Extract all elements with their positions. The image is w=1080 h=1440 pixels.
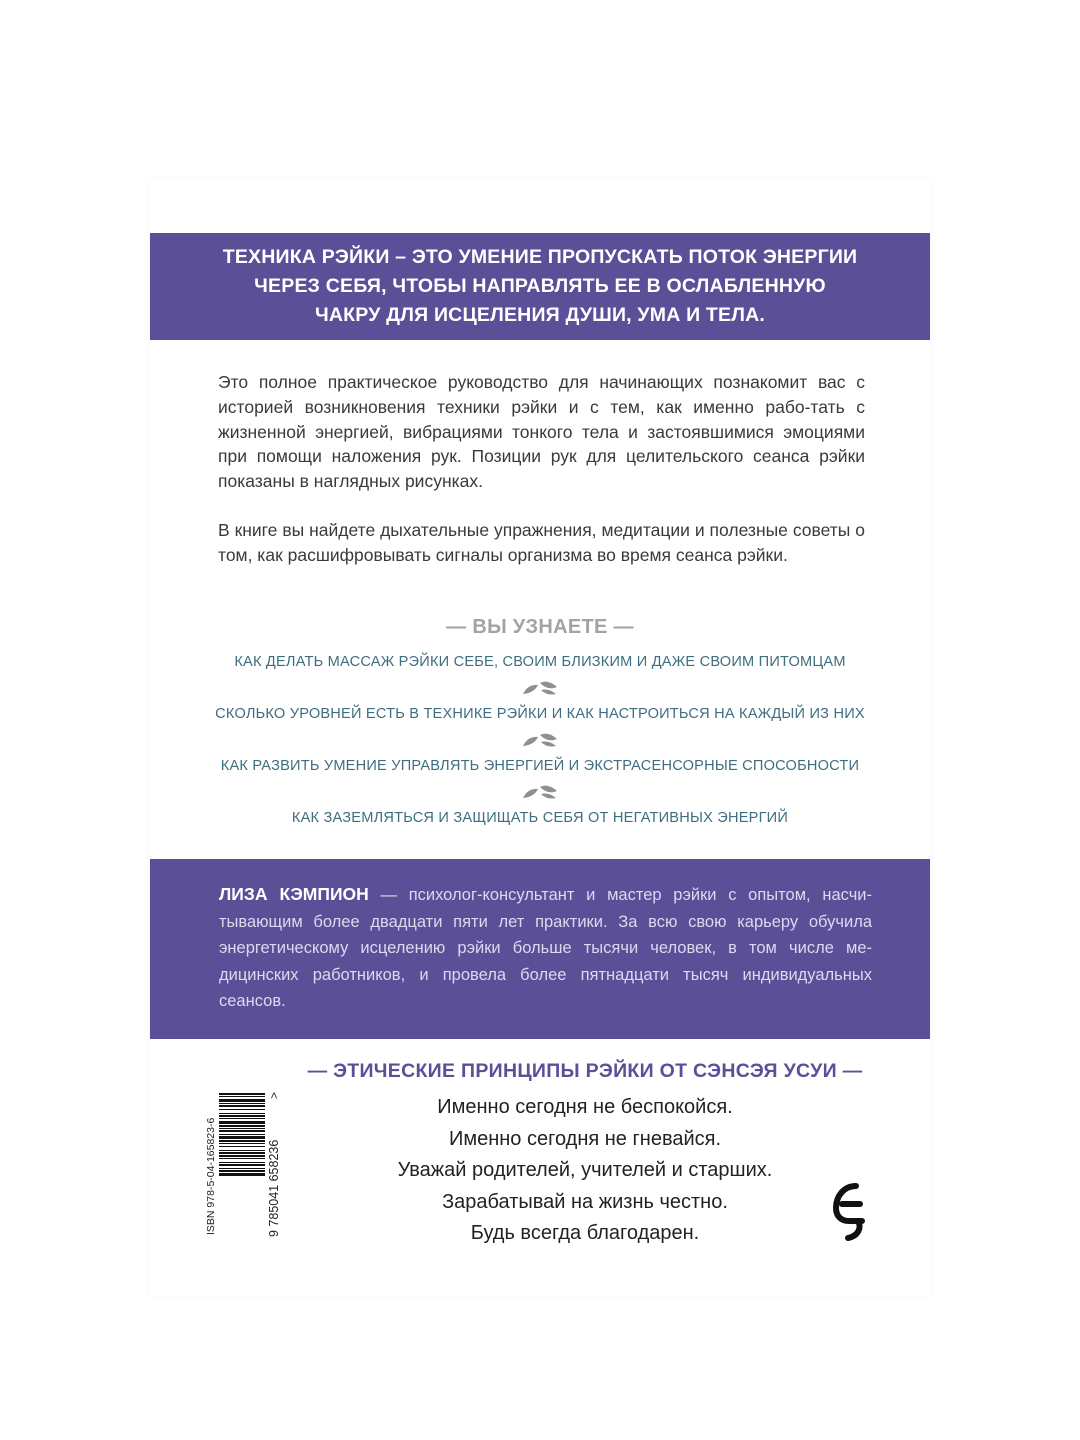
barcode-bar <box>219 1173 265 1176</box>
learn-item: КАК ЗАЗЕМЛЯТЬСЯ И ЗАЩИЩАТЬ СЕБЯ ОТ НЕГАТИВНЫХ ЭНЕРГИЙ <box>291 810 789 826</box>
barcode-bar <box>219 1113 265 1114</box>
intro-text <box>218 370 865 568</box>
tagline: ТЕХНИКА РЭЙКИ – ЭТО УМЕНИЕ ПРОПУСКАТЬ ПОТОК ЭНЕРГИИ ЧЕРЕЗ СЕБЯ, ЧТОБЫ НАПРАВЛЯТЬ ЕЕ В ОСЛАБЛЕННУЮ ЧАКРУ ДЛЯ ИСЦЕЛЕНИЯ ДУШИ, УМА И ТЕЛА. <box>222 246 858 326</box>
barcode-bar <box>219 1096 265 1097</box>
principle-line: Уважай родителей, учителей и старших. <box>397 1159 773 1181</box>
learn-item: КАК РАЗВИТЬ УМЕНИЕ УПРАВЛЯТЬ ЭНЕРГИЕЙ И ЭКСТРАСЕНСОРНЫЕ СПОСОБНОСТИ <box>220 758 860 774</box>
intro-paragraph-2: В книге вы найдете дыхательные упражнения, медитации и полезные советы о том, как расшифровывать сигналы организма во время сеанса рэйки. <box>218 519 865 565</box>
barcode-bar <box>219 1150 265 1151</box>
barcode-bar <box>219 1115 265 1117</box>
intro-paragraph-1: Это полное практическое руководство для начинающих познакомит вас с историей возникновения техники рэйки и с тем, как именно рабо-тать с жизненной энергией, вибрациями тонкого тела и застоявшимися эмоциями при помощи наложения рук. Позиции рук для целительского сеанса рэйки показаны в наглядных рисунках. <box>218 372 865 492</box>
leaf-separator-icon <box>150 725 930 755</box>
tagline-band <box>150 233 930 340</box>
principle-line: Именно сегодня не гневайся. <box>448 1127 722 1150</box>
barcode-bar <box>219 1093 265 1095</box>
barcode-arrow: > <box>267 1091 281 1099</box>
isbn-text: ISBN 978-5-04-165823-6 <box>205 1117 217 1235</box>
barcode-bar <box>219 1162 265 1163</box>
learn-list <box>150 651 930 829</box>
principles-list <box>300 1092 870 1250</box>
author-band <box>150 859 930 1039</box>
barcode-bar <box>219 1170 265 1172</box>
barcode-bar <box>219 1143 265 1144</box>
principles-heading: — ЭТИЧЕСКИЕ ПРИНЦИПЫ РЭЙКИ ОТ СЭНСЭЯ УСУИ — <box>307 1060 863 1082</box>
barcode-bar <box>219 1136 265 1139</box>
barcode-bar <box>219 1158 265 1159</box>
barcode-bar <box>219 1103 265 1104</box>
author-bio: — психолог-консультант и мастер рэйки с опытом, насчи-тывающим более двадцати пяти лет практики. За всю свою карьеру обучила энергетическому исцелению рэйки больше тысячи человек, в том числе ме-дицинских работников, и провела более пятнадцати тысяч индивидуальных сеансов. <box>219 886 872 1010</box>
barcode-bar <box>219 1140 265 1142</box>
author-name: ЛИЗА КЭМПИОН <box>219 884 369 904</box>
barcode-bar <box>219 1105 265 1107</box>
barcode-bar <box>219 1130 265 1132</box>
learn-item: СКОЛЬКО УРОВНЕЙ ЕСТЬ В ТЕХНИКЕ РЭЙКИ И КАК НАСТРОИТЬСЯ НА КАЖДЫЙ ИЗ НИХ <box>215 706 865 722</box>
barcode-bar <box>219 1125 265 1127</box>
learn-item: КАК ДЕЛАТЬ МАССАЖ РЭЙКИ СЕБЕ, СВОИМ БЛИЗКИМ И ДАЖЕ СВОИМ ПИТОМЦАМ <box>234 654 846 670</box>
barcode-bar <box>219 1118 265 1119</box>
book-back-cover <box>150 180 930 1296</box>
barcode-bar <box>219 1099 265 1102</box>
barcode-bar <box>219 1146 265 1147</box>
principle-line: Зарабатывай на жизнь честно. <box>442 1190 728 1213</box>
author-bio-block <box>219 881 872 1015</box>
barcode-bar <box>219 1121 265 1124</box>
leaf-separator-icon <box>150 777 930 807</box>
barcode-bar <box>219 1152 265 1154</box>
leaf-separator-icon <box>150 673 930 703</box>
principle-line: Именно сегодня не беспокойся. <box>437 1096 733 1118</box>
barcode-bar <box>219 1128 265 1129</box>
barcode-digits: 9 785041 658236 <box>267 1139 281 1237</box>
barcode-bars <box>219 1093 265 1176</box>
publisher-logo-icon <box>828 1180 870 1244</box>
barcode-bar <box>219 1109 265 1110</box>
barcode-bar <box>219 1164 265 1166</box>
barcode-bar <box>219 1134 265 1135</box>
barcode-bar <box>219 1155 265 1157</box>
barcode-bar <box>219 1168 265 1169</box>
learn-heading: — ВЫ УЗНАЕТЕ — <box>446 616 634 638</box>
principle-line: Будь всегда благодарен. <box>470 1222 700 1244</box>
barcode <box>202 1085 282 1243</box>
